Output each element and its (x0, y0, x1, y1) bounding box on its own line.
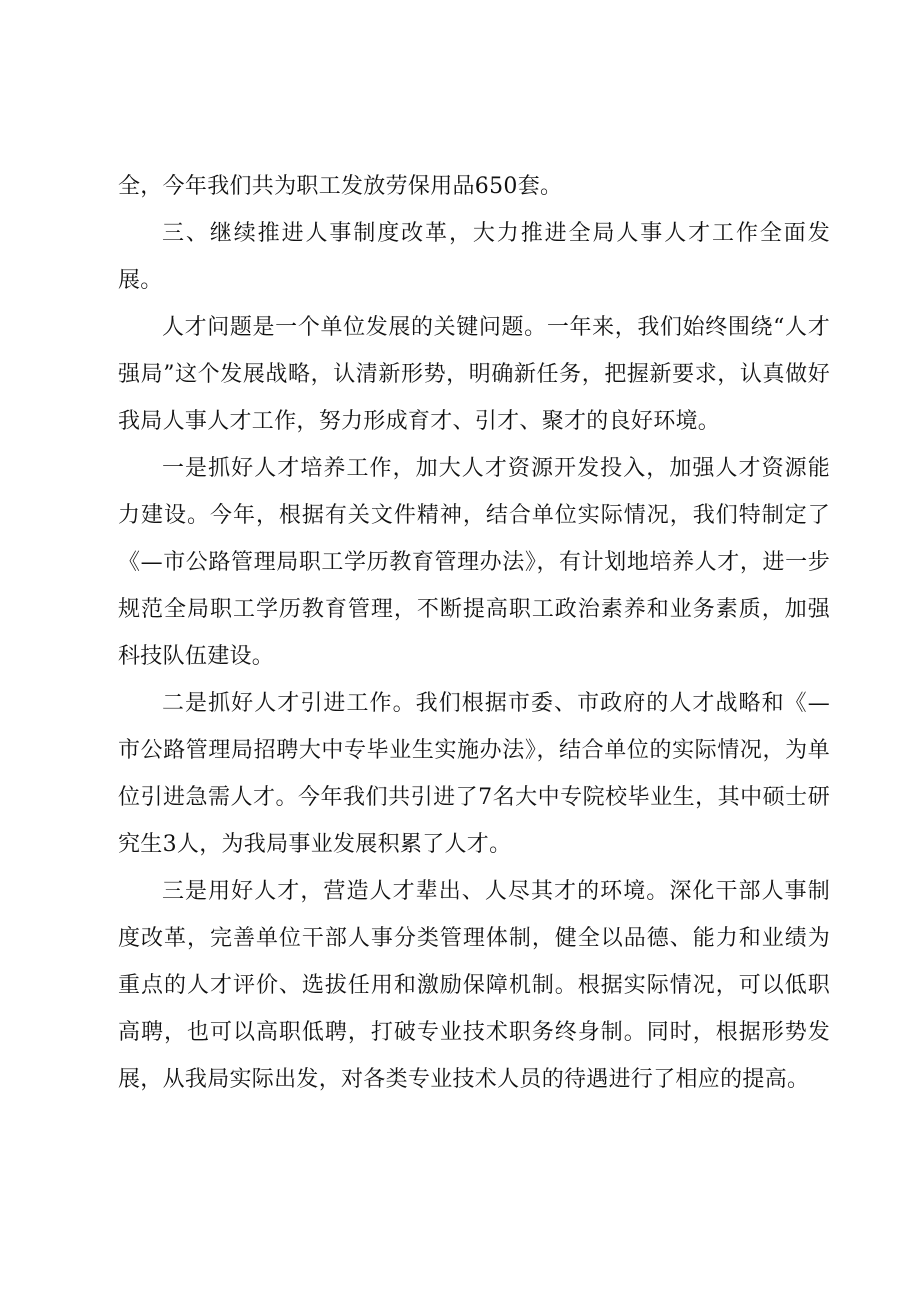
paragraph-talent-introduction: 二是抓好人才引进工作。我们根据市委、市政府的人才战略和《—市公路管理局招聘大中专毕业生实施办法》，结合单位的实际情况，为单位引进急需人才。今年我们共引进了7名大中专院校毕业生，其中硕士研究生3人，为我局事业发展积累了人才。 (118, 691, 830, 857)
paragraph-talent-utilization: 三是用好人才，营造人才辈出、人尽其才的环境。深化干部人事制度改革，完善单位干部人事分类管理体制，健全以品德、能力和业绩为重点的人才评价、选拔任用和激励保障机制。根据实际情况，可以低职高聘，也可以高职低聘，打破专业技术职务终身制。同时，根据形势发展，从我局实际出发，对各类专业技术人员的待遇进行了相应的提高。 (118, 879, 830, 1092)
paragraph-intro: 人才问题是一个单位发展的关键问题。一年来，我们始终围绕“人才强局”这个发展战略，认清新形势，明确新任务，把握新要求，认真做好我局人事人才工作，努力形成育才、引才、聚才的良好环境。 (118, 315, 830, 434)
paragraph-continuation: 全，今年我们共为职工发放劳保用品650套。 (118, 174, 563, 199)
section-heading: 三、继续推进人事制度改革，大力推进全局人事人才工作全面发展。 (118, 221, 830, 293)
paragraph-talent-training: 一是抓好人才培养工作，加大人才资源开发投入，加强人才资源能力建设。今年，根据有关文件精神，结合单位实际情况，我们特制定了《—市公路管理局职工学历教育管理办法》，有计划地培养人才，进一步规范全局职工学历教育管理，不断提高职工政治素养和业务素质，加强科技队伍建设。 (118, 456, 830, 669)
document-body (118, 163, 830, 1103)
